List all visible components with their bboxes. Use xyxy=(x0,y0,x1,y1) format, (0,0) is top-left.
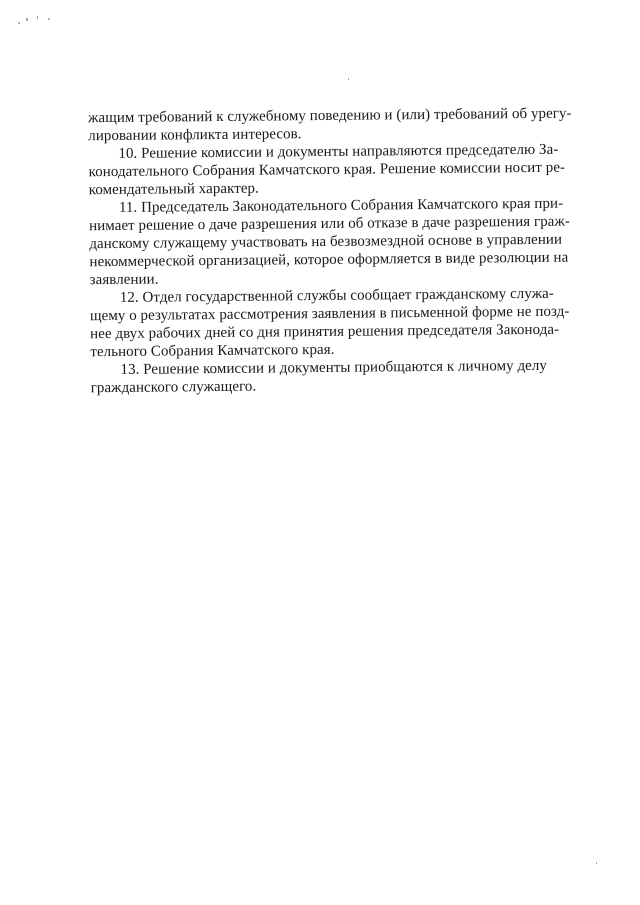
scan-speck xyxy=(348,78,349,80)
text-line: некоммерческой организацией, которое оформляется в виде резолюции на xyxy=(89,249,569,271)
scan-speck xyxy=(26,18,28,21)
text-line: жащим требований к служебному поведению и (или) требований об урегу- xyxy=(87,105,572,127)
text-line: нее двух рабочих дней со дня принятия решения председателя Законода- xyxy=(90,321,560,343)
scan-speck xyxy=(48,18,50,20)
scan-speck xyxy=(18,22,20,24)
text-line: тельного Собрания Камчатского края. xyxy=(90,341,335,361)
text-line: гражданского служащего. xyxy=(90,378,257,397)
scan-speck xyxy=(37,16,38,19)
paragraph-13-start: 13. Решение комиссии и документы приобщаются к личному делу xyxy=(120,357,547,378)
paragraph-11-start: 11. Председатель Законодательного Собрания Камчатского края при- xyxy=(118,195,564,216)
document-body xyxy=(0,0,639,397)
text-line: лировании конфликта интересов. xyxy=(88,126,302,145)
text-line: данскому служащему участвовать на безвозмездной основе в управлении xyxy=(89,231,563,253)
scan-speck xyxy=(596,862,597,864)
text-line: нимает решение о даче разрешения или об отказе в даче разрешения граж- xyxy=(89,213,570,235)
text-line: конодательного Собрания Камчатского края. Решение комиссии носит ре- xyxy=(88,159,566,181)
paragraph-10-start: 10. Решение комиссии и документы направляются председателю За- xyxy=(118,141,559,162)
text-line: щему о результатах рассмотрения заявления в письменной форме не позд- xyxy=(89,303,570,325)
paragraph-12-start: 12. Отдел государственной службы сообщает гражданскому служа- xyxy=(119,285,554,306)
text-line: заявлении. xyxy=(89,271,159,289)
text-line: комендательный характер. xyxy=(88,180,259,199)
